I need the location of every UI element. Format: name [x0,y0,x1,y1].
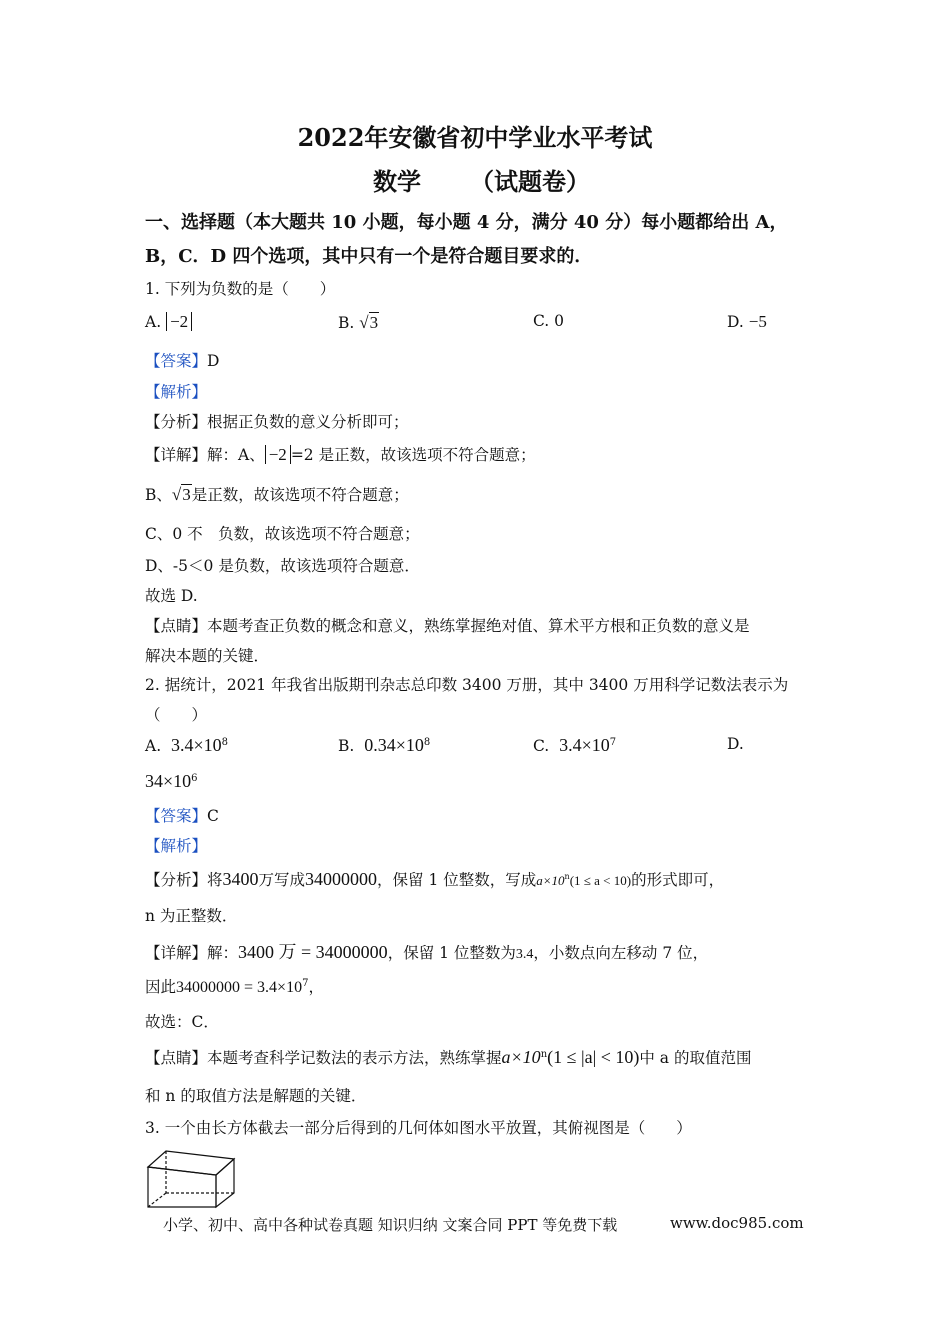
q3-stem: 3. 一个由长方体截去一部分后得到的几何体如图水平放置，其俯视图是（ ） [145,1119,692,1137]
q2-fenxi [145,868,724,890]
q1-dianjing [145,614,750,636]
q2-option-d [145,771,198,792]
xiangjie-math-2: 3.4 [515,947,534,962]
line-b-post: 是正数，故该选项不符合题意； [191,486,409,504]
yinci-text-1: 因此 [145,978,177,996]
answer-tag: 【答案】 [145,352,208,370]
q1-dianjing-2: 解决本题的关键． [145,647,270,665]
dianjing-tag: 【点睛】 [145,617,208,635]
q1-fenxi [145,410,409,432]
dianjing-tag: 【点睛】 [145,1049,208,1067]
line-b-math: 3 [182,485,191,504]
q1-option-c: C. 0 [533,312,565,330]
q2-xiangjie [145,938,708,964]
q1-line-b: B、√3是正数，故该选项不符合题意； [145,485,409,504]
q2-option-c-label: C. [533,737,550,755]
q3-solid-figure [140,1145,240,1215]
fenxi-math-1: 3400 [222,869,259,889]
fenxi-text: 根据正负数的意义分析即可； [207,413,409,431]
xiangjie-tag: 【详解】 [145,446,208,464]
q2-option-b [338,735,430,756]
yinci-exp: 7 [302,977,309,989]
xiangjie-text-3: ，小数点向左移动 7 位， [533,944,709,962]
q2-choose: 故选：C． [145,1013,219,1031]
q2-option-a-exp: 8 [221,736,229,748]
top-face [148,1151,234,1175]
q2-option-b-label: B. [338,737,355,755]
section-heading-line2: B，C．D 四个选项，其中只有一个是符合题目要求的． [145,246,593,267]
q1-option-d [727,312,767,332]
dianjing-math-exp: n [540,1048,548,1060]
q2-option-a-label: A. [145,737,162,755]
subject-title: 数学 [373,167,421,196]
q2-option-c-exp: 7 [609,736,617,748]
q1-option-b-math: 3 [369,313,379,332]
right-face [216,1159,234,1207]
q2-option-c-base: 3.4×10 [559,735,610,755]
q1-option-b-label: B. [338,314,355,332]
q2-option-d-label: D. [727,735,744,753]
q1-option-d-label: D. [727,313,744,331]
q1-option-a [145,312,192,332]
hidden-edge-diagonal [148,1193,166,1207]
q1-option-b: B. √3 [338,313,379,332]
q2-analysis-tag: 【解析】 [145,837,208,855]
xiangjie-tag: 【详解】 [145,944,208,962]
q1-stem: 1. 下列为负数的是（ ） [145,280,336,298]
q2-option-c [533,735,616,756]
xiangjie-text-2: ，保留 1 位整数为 [387,944,516,962]
xiangjie-math-1: 3400 万 = 34000000 [238,942,388,962]
q2-stem-1: 2. 据统计，2021 年我省出版期刊杂志总印数 3400 万册，其中 3400 万用科学记数法表示为 [145,676,789,694]
q1-line-c: C、0 不 负数，故该选项不符合题意； [145,525,420,543]
fenxi-math-3-tail: (1 ≤ a < 10) [569,873,632,888]
dianjing-math: a×10 [501,1047,541,1067]
q2-option-b-exp: 8 [423,736,431,748]
dianjing-text-1: 本题考查科学记数法的表示方法，熟练掌握 [207,1049,502,1067]
xiangjie-post: =2 是正数，故该选项不符合题意； [290,446,536,464]
q2-option-b-base: 0.34×10 [364,735,424,755]
paper-type: （试题卷） [470,167,590,196]
yinci-text-2: ， [308,978,324,996]
q2-fenxi-line2: n 为正整数． [145,907,238,925]
fenxi-math-2: 34000000 [305,869,378,889]
fenxi-math-3-exp: n [564,871,570,881]
yinci-math: 34000000 = 3.4×10 [176,979,303,996]
q1-choose: 故选 D. [145,587,198,605]
section-heading-line1: 一、选择题（本大题共 10 小题，每小题 4 分，满分 40 分）每小题都给出 A， [145,212,788,233]
front-face [148,1167,216,1207]
dianjing-text-2: 中 a 的取值范围 [639,1049,752,1067]
q1-analysis-tag: 【解析】 [145,383,208,401]
q2-dianjing-line2: 和 n 的取值方法是解题的关键． [145,1087,367,1105]
xiangjie-math: −2 [265,445,291,464]
footer-url[interactable]: www.doc985.com [670,1214,804,1232]
xiangjie-text-1: 解： [207,944,239,962]
q1-option-a-label: A. [145,313,162,331]
fenxi-text-4: 的形式即可， [631,871,725,889]
fenxi-text-2: 万写成 [258,871,306,889]
q2-option-d-exp: 6 [191,772,198,784]
q1-answer [145,349,219,371]
q2-stem-2: （ ） [145,706,208,724]
q2-dianjing [145,1046,751,1068]
fenxi-text-3: ，保留 1 位整数，写成 [377,871,537,889]
q2-option-a-base: 3.4×10 [170,735,222,755]
answer-tag: 【答案】 [145,807,208,825]
q2-option-d-base: 34×10 [145,771,192,791]
q2-yinci [145,975,324,997]
q1-xiangjie [145,443,536,465]
fenxi-math-3: a×10 [536,873,565,888]
fenxi-tag: 【分析】 [145,413,208,431]
q1-line-d: D、-5＜0 是负数，故该选项符合题意． [145,557,420,575]
line-b-pre: B、 [145,486,172,504]
fenxi-text-1: 将 [207,871,223,889]
answer-value: C [207,807,219,825]
dianjing-math-tail: (1 ≤ |a| < 10) [547,1047,640,1067]
q2-option-a [145,735,228,756]
q1-option-d-math: −5 [748,312,767,331]
fenxi-tag: 【分析】 [145,871,208,889]
page-title: 2022年安徽省初中学业水平考试 [297,123,653,152]
footer-promo: 小学、初中、高中各种试卷真题 知识归纳 文案合同 PPT 等免费下载 [163,1216,618,1234]
q1-option-a-math: −2 [166,312,192,331]
dianjing-text-1: 本题考查正负数的概念和意义，熟练掌握绝对值、算术平方根和正负数的意义是 [207,617,750,635]
xiangjie-pre: 解：A、 [207,446,265,464]
answer-value: D [207,352,220,370]
q2-answer [145,804,219,826]
